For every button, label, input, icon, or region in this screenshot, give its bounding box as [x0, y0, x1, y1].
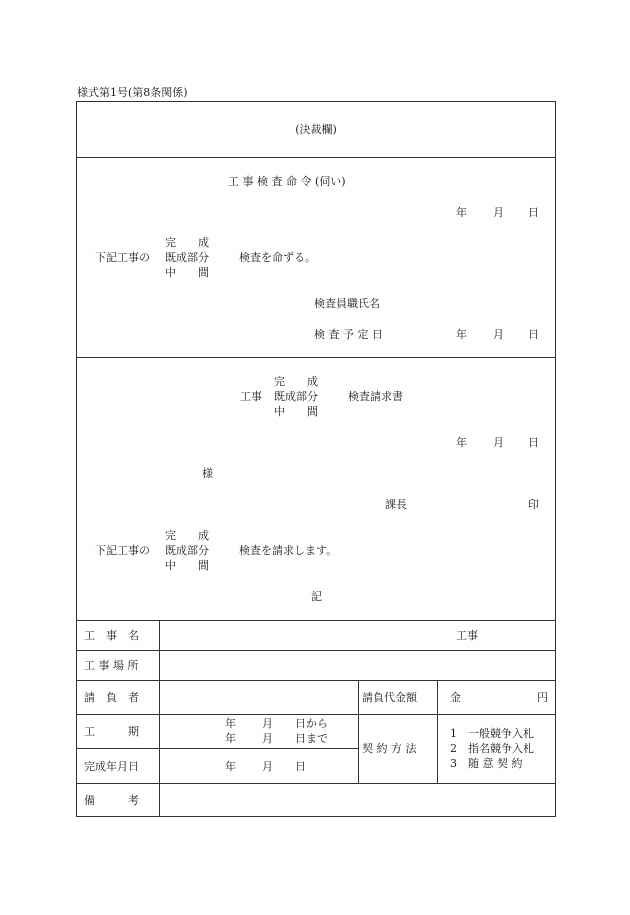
request-option-partial: 既成部分 — [274, 390, 318, 403]
period-from-year: 年 — [225, 717, 236, 730]
request-body-option-complete: 完 成 — [165, 529, 209, 542]
completion-label: 完成年月日 — [84, 760, 139, 773]
request-date-month: 月 — [493, 436, 504, 449]
period-label: 工 期 — [84, 725, 139, 738]
contract-amount-label: 請負代金額 — [362, 691, 417, 704]
inspector-label: 検査員職氏名 — [314, 297, 380, 310]
order-target-prefix: 下記工事の — [95, 251, 150, 264]
contract-method-1: 1 一般競争入札 — [450, 727, 534, 740]
divider-approval — [76, 157, 556, 158]
form-frame — [76, 101, 556, 817]
contract-method-label: 契 約 方 法 — [362, 742, 417, 755]
order-date-month: 月 — [493, 206, 504, 219]
order-title: 工 事 検 査 命 令 (伺い) — [228, 175, 346, 188]
project-name-label: 工 事 名 — [84, 629, 139, 642]
amount-prefix: 金 — [450, 691, 461, 704]
request-body-option-interim: 中 間 — [165, 559, 209, 572]
form-title: 様式第1号(第8条関係) — [77, 86, 188, 99]
request-date-year: 年 — [456, 436, 467, 449]
completion-month: 月 — [262, 760, 273, 773]
addressee-suffix: 様 — [202, 467, 213, 480]
period-from-day: 日から — [295, 717, 328, 730]
completion-day: 日 — [295, 760, 306, 773]
completion-year: 年 — [225, 760, 236, 773]
label-column-line — [159, 620, 160, 817]
order-action: 検査を命ずる。 — [239, 251, 316, 264]
divider-row-3 — [76, 714, 556, 715]
period-to-year: 年 — [225, 732, 236, 745]
order-option-partial: 既成部分 — [165, 251, 209, 264]
request-action: 検査を請求します。 — [239, 544, 338, 557]
divider-period — [76, 748, 359, 749]
note-mark: 記 — [311, 590, 322, 603]
remarks-label: 備 考 — [84, 794, 139, 807]
request-body-option-partial: 既成部分 — [165, 544, 209, 557]
contractor-label: 請 負 者 — [84, 691, 139, 704]
amount-label-right-line — [437, 680, 438, 783]
approval-label: (決裁欄) — [295, 123, 337, 136]
request-title-suffix: 検査請求書 — [348, 390, 403, 403]
seal-mark: 印 — [528, 498, 539, 511]
scheduled-date-month: 月 — [493, 328, 504, 341]
order-option-interim: 中 間 — [165, 266, 209, 279]
order-option-complete: 完 成 — [165, 236, 209, 249]
order-date-day: 日 — [528, 206, 539, 219]
scheduled-date-label: 検 査 予 定 日 — [314, 328, 383, 341]
request-option-complete: 完 成 — [274, 375, 318, 388]
location-label: 工 事 場 所 — [84, 659, 139, 672]
request-date-day: 日 — [528, 436, 539, 449]
period-to-day: 日まで — [295, 732, 328, 745]
contract-method-3: 3 随 意 契 約 — [450, 757, 523, 770]
period-from-month: 月 — [262, 717, 273, 730]
divider-row-5 — [76, 783, 556, 784]
amount-unit: 円 — [537, 691, 548, 704]
request-target-prefix: 下記工事の — [95, 544, 150, 557]
request-option-interim: 中 間 — [274, 405, 318, 418]
divider-row-1 — [76, 650, 556, 651]
period-to-month: 月 — [262, 732, 273, 745]
contract-method-2: 2 指名競争入札 — [450, 742, 534, 755]
scheduled-date-day: 日 — [528, 328, 539, 341]
request-title-prefix: 工事 — [240, 390, 262, 403]
amount-label-left-line — [358, 680, 359, 783]
order-date-year: 年 — [456, 206, 467, 219]
scheduled-date-year: 年 — [456, 328, 467, 341]
project-name-suffix: 工事 — [456, 629, 478, 642]
divider-row-2 — [76, 680, 556, 681]
manager-label: 課長 — [385, 498, 407, 511]
divider-order — [76, 357, 556, 358]
divider-request — [76, 620, 556, 621]
